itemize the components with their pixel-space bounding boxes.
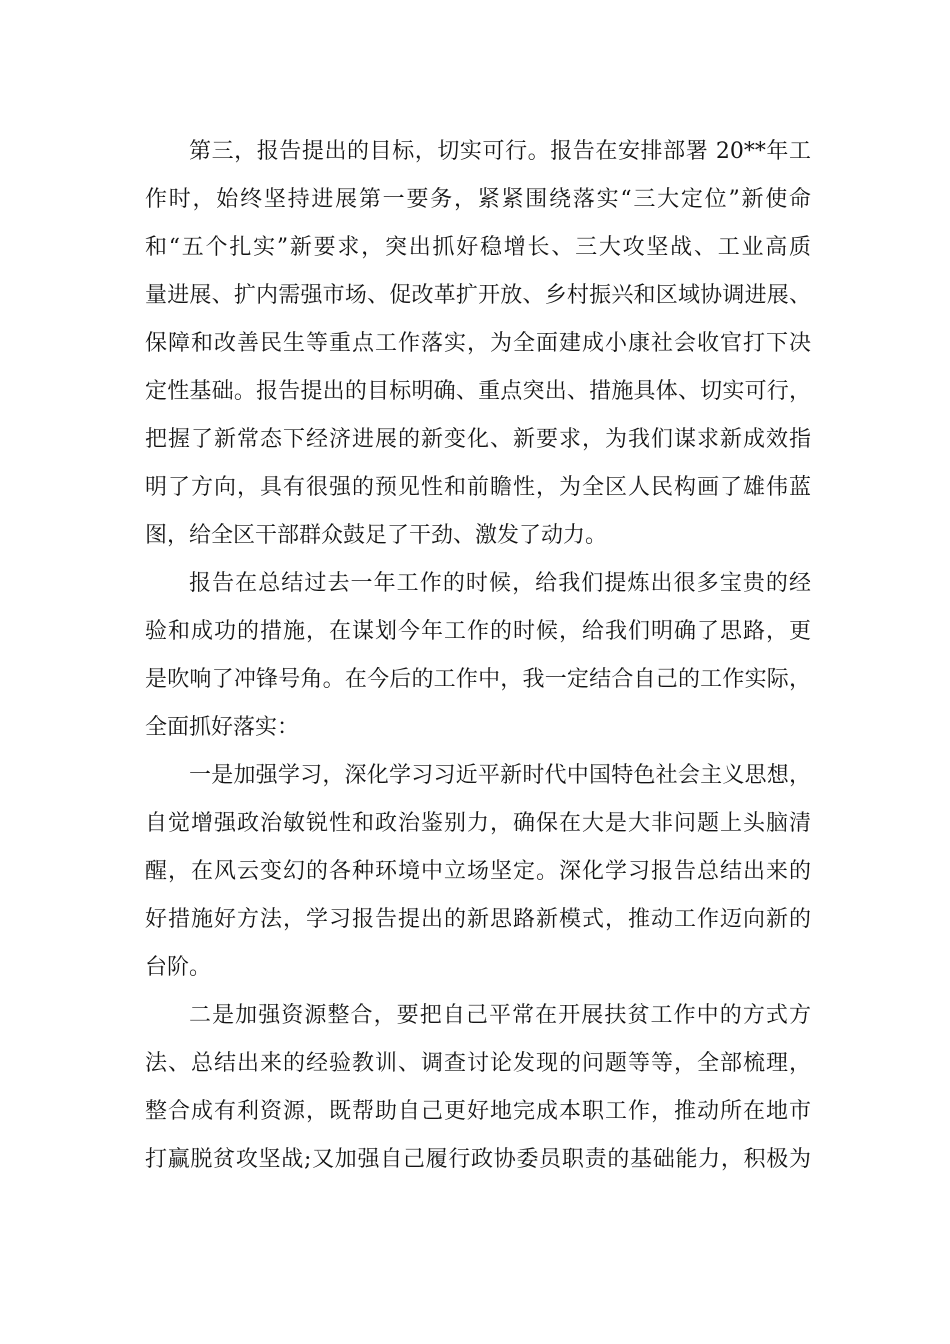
paragraph-line: 打赢脱贫攻坚战;又加强自己履行政协委员职责的基础能力，积极为 (145, 1147, 811, 1172)
paragraph-line: 醒，在风云变幻的各种环境中立场坚定。深化学习报告总结出来的 (145, 859, 811, 884)
paragraph-line: 明了方向，具有很强的预见性和前瞻性，为全区人民构画了雄伟蓝 (145, 475, 811, 500)
paragraph-line: 全面抓好落实： (145, 715, 300, 740)
paragraph-line: 图，给全区干部群众鼓足了干劲、激发了动力。 (145, 523, 608, 548)
paragraph-line: 把握了新常态下经济进展的新变化、新要求，为我们谋求新成效指 (145, 427, 811, 452)
paragraph-line: 定性基础。报告提出的目标明确、重点突出、措施具体、切实可行， (145, 379, 811, 404)
paragraph-line: 一是加强学习，深化学习习近平新时代中国特色社会主义思想， (189, 763, 811, 788)
paragraph-line: 自觉增强政治敏锐性和政治鉴别力，确保在大是大非问题上头脑清 (145, 811, 811, 836)
paragraph-line: 和“五个扎实”新要求，突出抓好稳增长、三大攻坚战、工业高质 (145, 235, 811, 260)
paragraph-goals-feasible (145, 128, 811, 560)
paragraph-implementation (145, 560, 811, 752)
paragraph-line: 整合成有利资源，既帮助自己更好地完成本职工作，推动所在地市 (145, 1099, 811, 1124)
paragraph-point-two-resources (145, 992, 811, 1184)
paragraph-line: 是吹响了冲锋号角。在今后的工作中，我一定结合自己的工作实际， (145, 667, 811, 692)
paragraph-line: 好措施好方法，学习报告提出的新思路新模式，推动工作迈向新的 (145, 907, 811, 932)
paragraph-line: 第三，报告提出的目标，切实可行。报告在安排部署 20**年工 (189, 139, 811, 164)
paragraph-line: 保障和改善民生等重点工作落实，为全面建成小康社会收官打下决 (145, 331, 811, 356)
paragraph-line: 二是加强资源整合，要把自己平常在开展扶贫工作中的方式方 (189, 1003, 811, 1028)
paragraph-line: 验和成功的措施，在谋划今年工作的时候，给我们明确了思路，更 (145, 619, 811, 644)
paragraph-line: 报告在总结过去一年工作的时候，给我们提炼出很多宝贵的经 (189, 571, 811, 596)
paragraph-line: 台阶。 (145, 955, 212, 980)
document-body (145, 128, 811, 1184)
paragraph-line: 量进展、扩内需强市场、促改革扩开放、乡村振兴和区域协调进展、 (145, 283, 811, 308)
paragraph-line: 作时，始终坚持进展第一要务，紧紧围绕落实“三大定位”新使命 (145, 187, 811, 212)
paragraph-line: 法、总结出来的经验教训、调查讨论发现的问题等等，全部梳理， (145, 1051, 811, 1076)
paragraph-point-one-study (145, 752, 811, 992)
